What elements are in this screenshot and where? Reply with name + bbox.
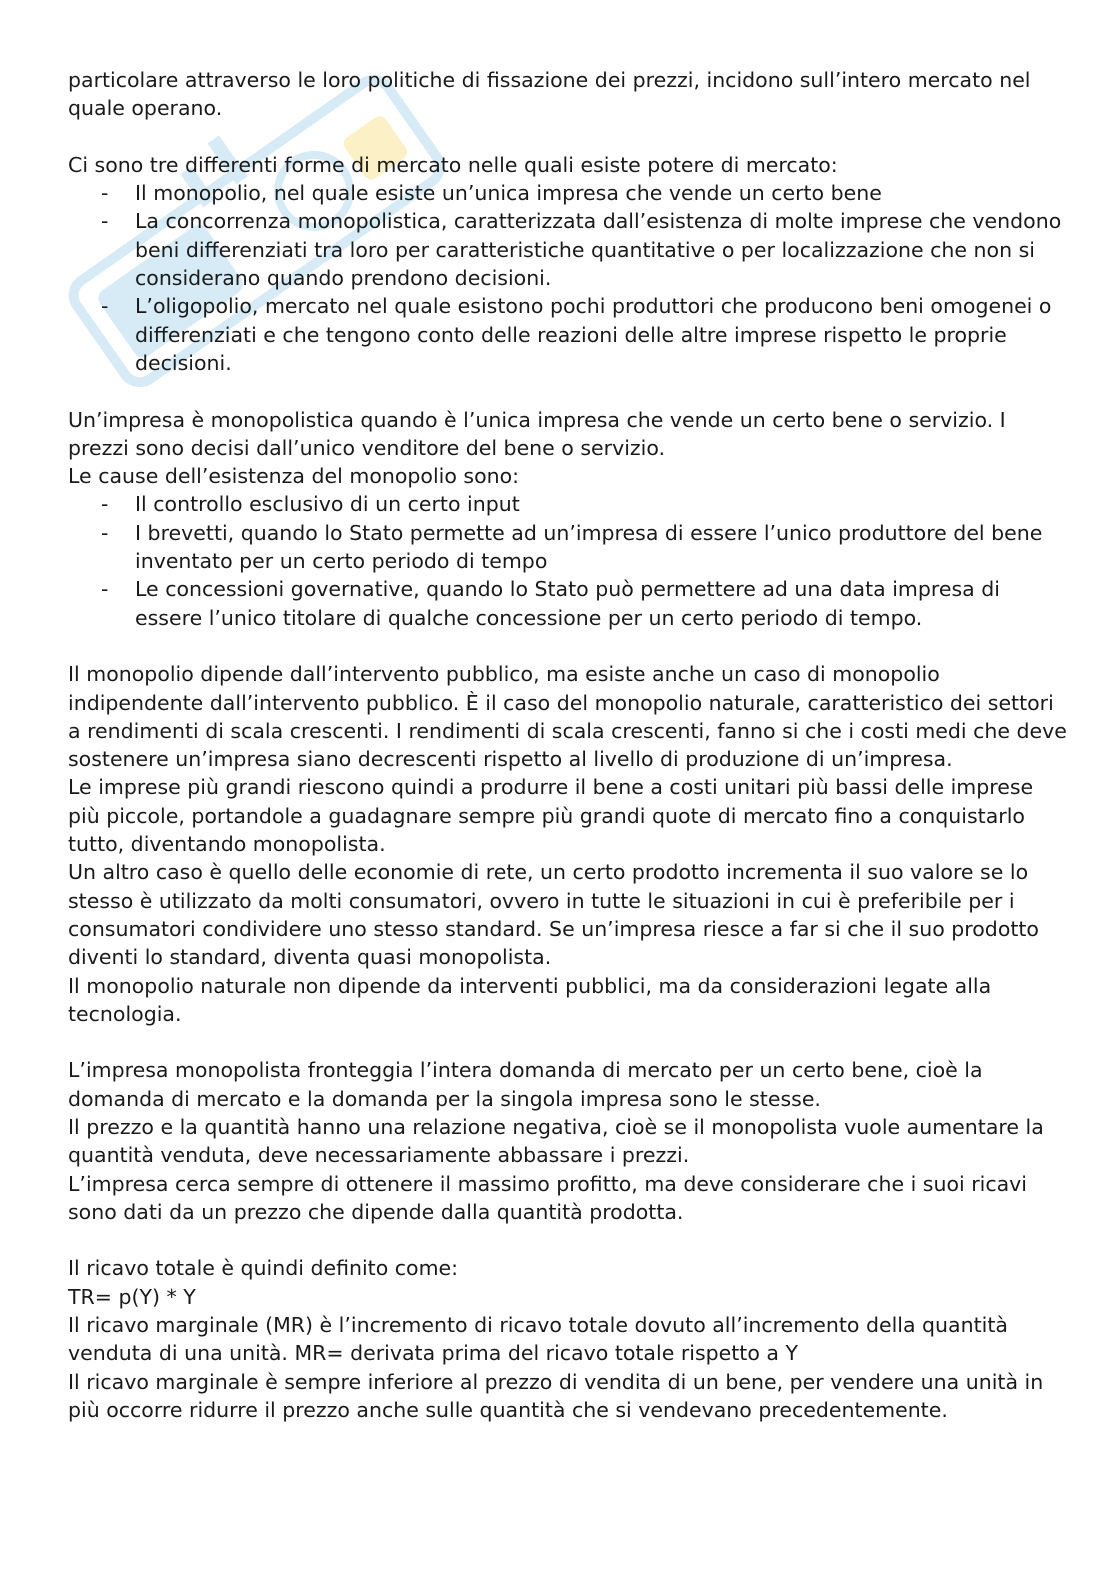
paragraph-monopoly-causes: Le cause dell’esistenza del monopolio sono: bbox=[68, 464, 520, 489]
formula-total-revenue: TR= p(Y) * Y bbox=[68, 1284, 196, 1309]
market-forms-list bbox=[68, 179, 1068, 377]
paragraph-marginal-revenue: Il ricavo marginale (MR) è l’incremento di ricavo totale dovuto all’incremento della quantità venduta di una unità. MR= derivata prima del ricavo totale rispetto a Y bbox=[68, 1313, 1008, 1366]
paragraph-natural-monopoly: Il monopolio dipende dall’intervento pubblico, ma esiste anche un caso di monopolio indipendente dall’intervento pubblico. È il caso del monopolio naturale, caratteristico dei settori a rendimenti di scala crescenti. I rendimenti di scala crescenti, fanno si che i costi medi che deve sostenere un’impresa siano decrescenti rispetto al livello di produzione di un’impresa. bbox=[68, 662, 1067, 772]
document-page bbox=[68, 66, 1068, 1424]
list-item: - I brevetti, quando lo Stato permette ad un’impresa di essere l’unico produttore del bene inventato per un certo periodo di tempo bbox=[101, 520, 1043, 574]
list-item: - Il monopolio, nel quale esiste un’unica impresa che vende un certo bene bbox=[68, 179, 1068, 207]
paragraph-market-forms: Ci sono tre differenti forme di mercato nelle quali esiste potere di mercato: bbox=[68, 152, 838, 177]
paragraph-network-economies: Un altro caso è quello delle economie di rete, un certo prodotto incrementa il suo valore se lo stesso è utilizzato da molti consumatori, ovvero in tutte le situazioni in cui è preferibile per i consumatori condividere uno stesso standard. Se un’impresa riesce a far si che il suo prodotto diventi lo standard, diventa quasi monopolista. bbox=[68, 860, 1039, 970]
paragraph-profit: L’impresa cerca sempre di ottenere il massimo profitto, ma deve considerare che i suoi ricavi sono dati da un prezzo che dipende dalla quantità prodotta. bbox=[68, 1171, 1027, 1224]
paragraph-marginal-vs-price: Il ricavo marginale è sempre inferiore al prezzo di vendita di un bene, per vendere una unità in più occorre ridurre il prezzo anche sulle quantità che si vendevano precedentemente. bbox=[68, 1369, 1044, 1422]
dash-bullet: - bbox=[101, 520, 109, 545]
paragraph-market-demand: L’impresa monopolista fronteggia l’intera domanda di mercato per un certo bene, cioè la domanda di mercato e la domanda per la singola impresa sono le stesse. bbox=[68, 1058, 983, 1111]
paragraph-large-firms: Le imprese più grandi riescono quindi a produrre il bene a costi unitari più bassi delle imprese più piccole, portandole a guadagnare sempre più grandi quote di mercato fino a conquistarlo tutto, diventando monopolista. bbox=[68, 775, 1034, 857]
paragraph-intro-continuation: particolare attraverso le loro politiche di fissazione dei prezzi, incidono sull’intero mercato nel quale operano. bbox=[68, 68, 1031, 121]
dash-bullet: - bbox=[101, 181, 109, 206]
monopoly-causes-list bbox=[68, 490, 1068, 631]
list-item: - Il controllo esclusivo di un certo input bbox=[68, 490, 1068, 518]
dash-bullet: - bbox=[101, 492, 109, 517]
list-item: - La concorrenza monopolistica, caratterizzata dall’esistenza di molte imprese che vendono beni differenziati tra loro per caratteristiche quantitative o per localizzazione che non si considerano quando prendono decisioni. bbox=[101, 209, 1062, 291]
list-item: - Le concessioni governative, quando lo Stato può permettere ad una data impresa di essere l’unico titolare di qualche concessione per un certo periodo di tempo. bbox=[101, 577, 1000, 630]
dash-bullet: - bbox=[101, 209, 109, 234]
paragraph-price-quantity: Il prezzo e la quantità hanno una relazione negativa, cioè se il monopolista vuole aumentare la quantità venduta, deve necessariamente abbassare i prezzi. bbox=[68, 1114, 1044, 1168]
paragraph-monopoly-definition: Un’impresa è monopolistica quando è l’unica impresa che vende un certo bene o servizio. I prezzi sono decisi dall’unico venditore del bene o servizio. bbox=[68, 407, 1006, 460]
paragraph-technology: Il monopolio naturale non dipende da interventi pubblici, ma da considerazioni legate alla tecnologia. bbox=[68, 973, 992, 1026]
paragraph-total-revenue: Il ricavo totale è quindi definito come: bbox=[68, 1256, 459, 1281]
dash-bullet: - bbox=[101, 577, 109, 602]
dash-bullet: - bbox=[101, 294, 109, 319]
list-item: - L’oligopolio, mercato nel quale esistono pochi produttori che producono beni omogenei o differenziati e che tengono conto delle reazioni delle altre imprese rispetto le proprie decisioni. bbox=[101, 294, 1052, 375]
